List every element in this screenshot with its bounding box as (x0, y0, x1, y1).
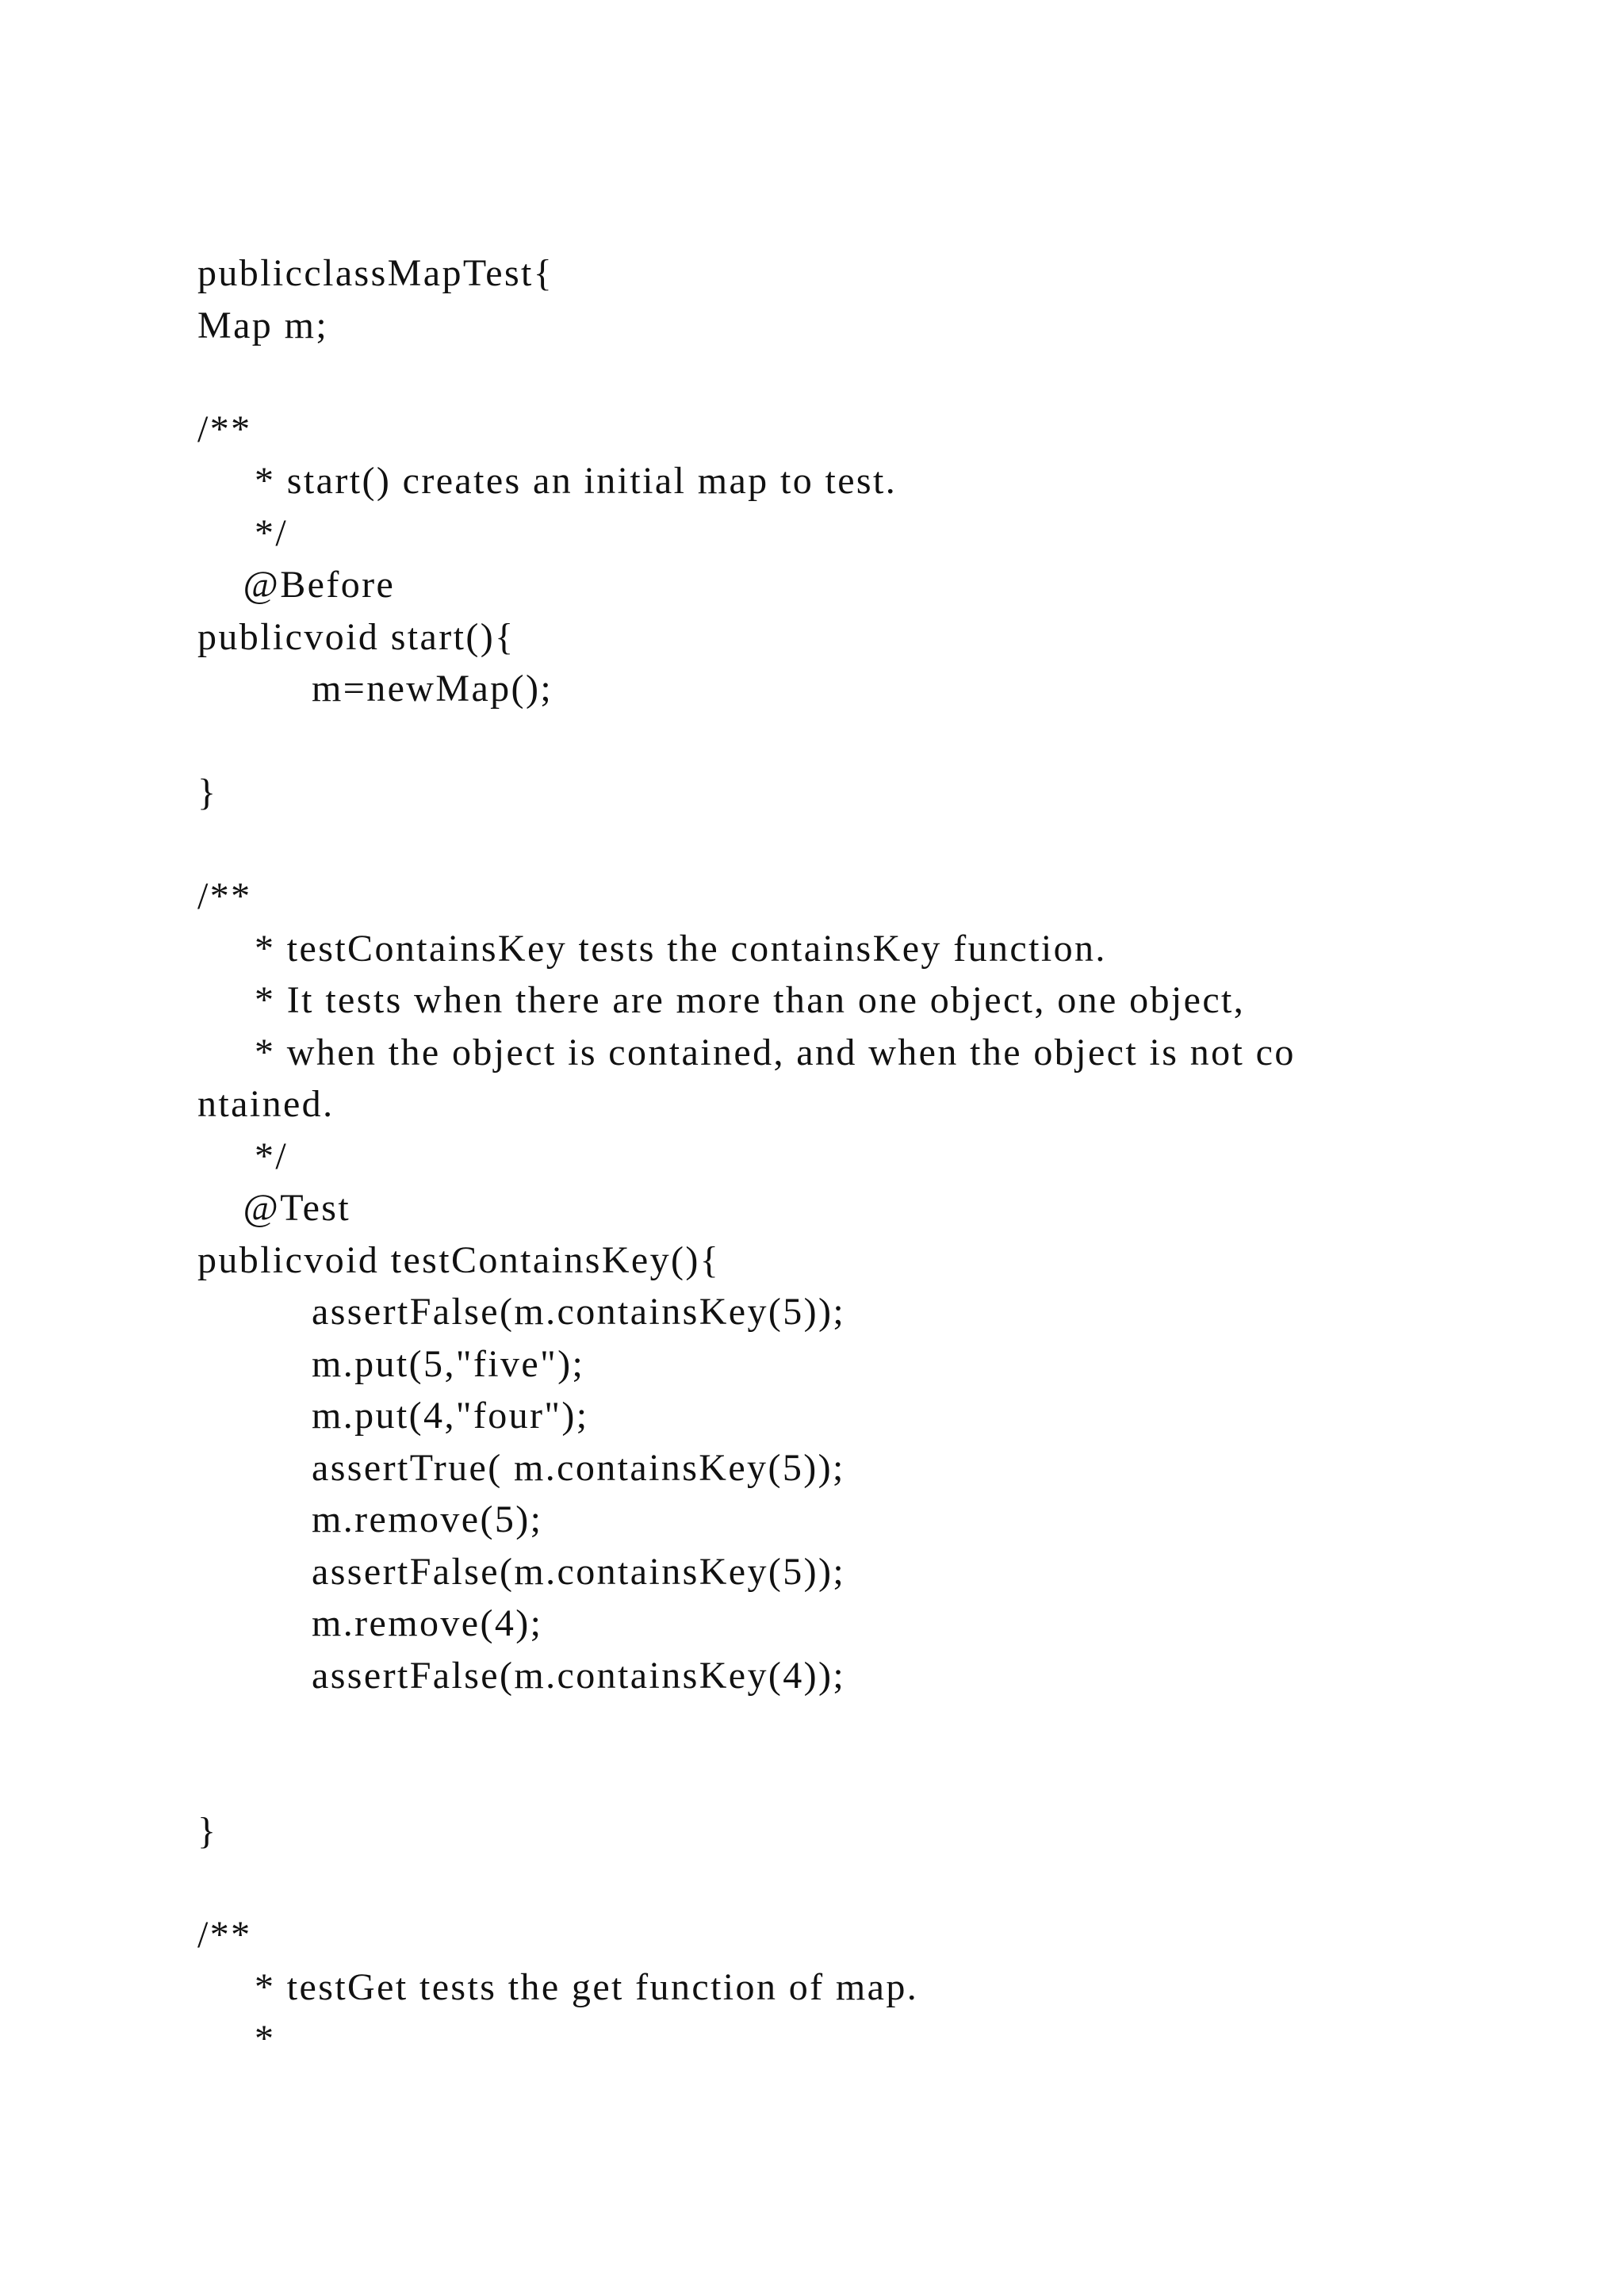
code-line (197, 1701, 1593, 1754)
code-line: assertFalse(m.containsKey(5)); (197, 1550, 846, 1593)
code-line: assertTrue( m.containsKey(5)); (197, 1446, 845, 1489)
code-line (197, 1858, 1593, 1910)
code-line: publicclassMapTest{ (197, 252, 554, 294)
code-line: /** (197, 408, 252, 450)
code-line: @Before (197, 564, 396, 606)
code-line: * testGet tests the get function of map. (197, 1965, 919, 2008)
code-line: ntained. (197, 1083, 335, 1125)
code-line: m.put(5,"five"); (197, 1342, 585, 1385)
code-line: */ (197, 1135, 289, 1177)
code-line: * It tests when there are more than one object, one object, (197, 979, 1246, 1021)
code-line: * (197, 2018, 276, 2060)
code-line: } (197, 1810, 218, 1852)
code-line (197, 715, 1593, 767)
code-line: m=newMap(); (197, 668, 553, 710)
code-line: publicvoid start(){ (197, 615, 515, 658)
code-line: @Test (197, 1187, 351, 1229)
code-line: * when the object is contained, and when the object is not co (197, 1031, 1296, 1073)
code-line: publicvoid testContainsKey(){ (197, 1238, 721, 1281)
code-line (197, 819, 1593, 871)
code-line: */ (197, 511, 289, 554)
code-line: m.remove(5); (197, 1498, 543, 1540)
code-line: /** (197, 875, 252, 917)
code-line (197, 351, 1593, 404)
code-line: m.put(4,"four"); (197, 1395, 589, 1437)
code-line: assertFalse(m.containsKey(5)); (197, 1291, 846, 1333)
code-line: Map m; (197, 304, 329, 346)
code-listing (197, 247, 1593, 2065)
code-line (197, 1754, 1593, 1806)
code-line: } (197, 771, 218, 813)
code-line: * testContainsKey tests the containsKey function. (197, 927, 1107, 970)
code-line: /** (197, 1914, 252, 1956)
code-line: assertFalse(m.containsKey(4)); (197, 1654, 846, 1697)
code-line: * start() creates an initial map to test. (197, 460, 898, 502)
code-line: m.remove(4); (197, 1602, 543, 1644)
